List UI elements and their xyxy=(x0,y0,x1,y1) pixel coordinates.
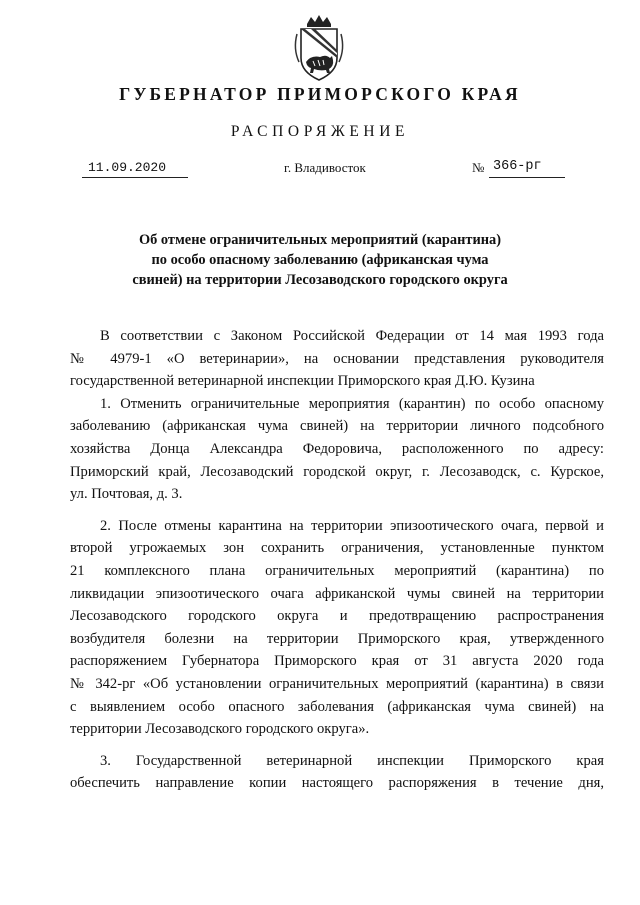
preamble-paragraph xyxy=(70,325,604,393)
document-city: г. Владивосток xyxy=(284,160,366,175)
issuer-title: ГУБЕРНАТОР ПРИМОРСКОГО КРАЯ xyxy=(119,84,521,104)
document-number: 366-рг xyxy=(493,159,542,174)
clause-2-paragraph xyxy=(70,515,604,741)
text-line: Приморский край, Лесозаводский городской округ, г. Лесозаводск, с. Курское, xyxy=(70,463,604,480)
document-heading xyxy=(0,230,640,290)
text-line: В соответствии с Законом Российской Федерации от 14 мая 1993 года xyxy=(100,328,604,344)
clause-1-paragraph xyxy=(70,393,604,506)
document-body xyxy=(70,325,604,795)
paragraph-gap xyxy=(70,506,604,515)
document-type: РАСПОРЯЖЕНИЕ xyxy=(230,123,410,140)
text-line: обеспечить направление копии настоящего распоряжения в течение дня, xyxy=(70,775,604,792)
clause-3-paragraph xyxy=(70,750,604,795)
text-line: № 4979-1 «О ветеринарии», на основании представления руководителя xyxy=(70,350,604,367)
text-line: 3. Государственной ветеринарной инспекции Приморского края xyxy=(100,752,604,769)
heading-line: свиней) на территории Лесозаводского городского округа xyxy=(132,272,508,288)
text-line: заболеванию (африканская чума свиней) на территории личного подсобного xyxy=(70,418,604,435)
text-line: 2. После отмены карантина на территории эпизоотического очага, первой и xyxy=(100,517,604,534)
text-line: 21 комплексного плана ограничительных мероприятий (карантина) по xyxy=(70,562,604,579)
text-line: территории Лесозаводского городского округа». xyxy=(70,721,370,738)
number-sign: № xyxy=(472,160,485,175)
date-underline xyxy=(82,177,188,178)
document-meta-row xyxy=(0,160,640,182)
heading-line: Об отмене ограничительных мероприятий (карантина) xyxy=(138,232,502,248)
text-line: распоряжением Губернатора Приморского края от 31 августа 2020 года xyxy=(70,653,604,670)
number-underline xyxy=(489,177,565,178)
document-date: 11.09.2020 xyxy=(88,160,167,175)
text-line: ул. Почтовая, д. 3. xyxy=(70,486,183,503)
heading-line: по особо опасному заболеванию (африканская чума xyxy=(151,252,489,268)
text-line: Лесозаводского городского округа и предотвращению распространения xyxy=(70,608,604,625)
text-line: № 342-рг «Об установлении ограничительных мероприятий (карантина) в связи xyxy=(70,675,604,692)
coat-of-arms-icon xyxy=(289,14,349,84)
text-line: с выявлением особо опасного заболевания (африканская чума свиней) на xyxy=(70,698,604,715)
text-line: государственной ветеринарной инспекции Приморского края Д.Ю. Кузина xyxy=(70,373,535,390)
paragraph-gap xyxy=(70,741,604,750)
text-line: хозяйства Донца Александра Федоровича, расположенного по адресу: xyxy=(70,440,604,457)
text-line: второй угрожаемых зон сохранить ограничения, установленные пунктом xyxy=(70,540,604,557)
text-line: возбудителя болезни на территории Приморского края, утвержденного xyxy=(70,630,604,647)
text-line: 1. Отменить ограничительные мероприятия (карантин) по особо опасному xyxy=(100,395,604,412)
text-line: ликвидации эпизоотического очага африканской чумы свиней на территории xyxy=(70,585,604,602)
